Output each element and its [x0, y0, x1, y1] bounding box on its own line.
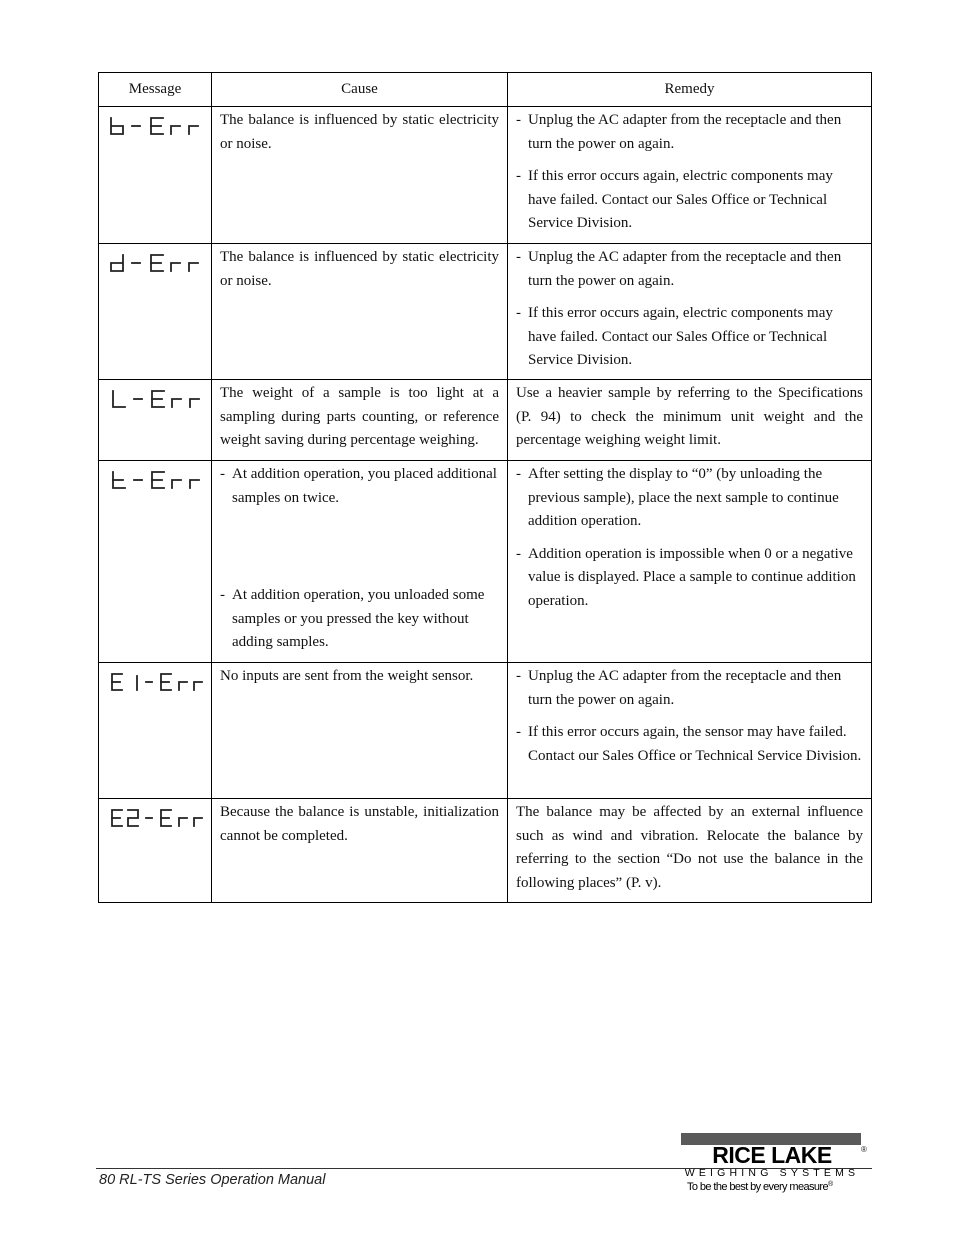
message-cell: [99, 799, 212, 903]
logo-tagline-text: To be the best by every measure: [687, 1181, 828, 1193]
segment-display-code: [108, 115, 204, 137]
cause-item: - At addition operation, you unloaded some samples or you pressed the key without adding samples.: [220, 584, 499, 655]
message-cell: [99, 107, 212, 244]
registered-mark-icon: ®: [861, 1145, 867, 1154]
remedy-item: - If this error occurs again, electric components may have failed. Contact our Sales Office or Technical Service Division.: [516, 302, 863, 373]
segment-display-code: [108, 807, 204, 829]
remedy-cell: [508, 380, 872, 461]
registered-mark-icon: ®: [828, 1181, 833, 1188]
logo-name: RICE LAKE: [712, 1142, 832, 1168]
segment-display-code: [108, 252, 204, 274]
cause-text: The weight of a sample is too light at a sampling during parts counting, or reference weight saving during percentage weighing.: [220, 385, 499, 448]
message-cell: [99, 461, 212, 663]
remedy-cell: [508, 799, 872, 903]
cause-cell: [212, 799, 508, 903]
remedy-item: - Unplug the AC adapter from the receptacle and then turn the power on again.: [516, 665, 863, 712]
cause-cell: [212, 244, 508, 380]
cause-text: No inputs are sent from the weight sensor.: [220, 668, 474, 684]
table-row: [99, 799, 872, 903]
message-cell: [99, 244, 212, 380]
remedy-cell: [508, 663, 872, 799]
cause-cell: [212, 107, 508, 244]
remedy-cell: [508, 107, 872, 244]
logo-tagline: [687, 1181, 867, 1193]
segment-display-code: [108, 469, 204, 491]
footer-page-label: 80 RL-TS Series Operation Manual: [99, 1172, 326, 1188]
remedy-item: - Addition operation is impossible when 0 or a negative value is displayed. Place a sample to continue addition operation.: [516, 543, 863, 614]
remedy-item: - If this error occurs again, the sensor may have failed. Contact our Sales Office or Technical Service Division.: [516, 721, 863, 768]
remedy-text: The balance may be affected by an external influence such as wind and vibration. Relocate the balance by referring to the section “Do not use the balance in the following places” (P. v).: [516, 804, 863, 891]
column-header-cause: Cause: [212, 73, 508, 107]
remedy-item: - If this error occurs again, electric components may have failed. Contact our Sales Office or Technical Service Division.: [516, 165, 863, 236]
table-row: [99, 663, 872, 799]
cause-item: - At addition operation, you placed additional samples on twice.: [220, 463, 499, 510]
remedy-item: - Unplug the AC adapter from the receptacle and then turn the power on again.: [516, 109, 863, 156]
cause-text: Because the balance is unstable, initialization cannot be completed.: [220, 804, 499, 844]
remedy-cell: [508, 244, 872, 380]
table-row: [99, 107, 872, 244]
column-header-remedy: Remedy: [508, 73, 872, 107]
cause-cell: [212, 461, 508, 663]
cause-cell: [212, 380, 508, 461]
remedy-item: - After setting the display to “0” (by unloading the previous sample), place the next sample to continue addition operation.: [516, 463, 863, 534]
message-cell: [99, 663, 212, 799]
segment-display-code: [108, 388, 204, 410]
rice-lake-logo: [679, 1133, 869, 1197]
table-row: [99, 380, 872, 461]
logo-subtitle: WEIGHING SYSTEMS: [684, 1167, 860, 1179]
table-row: [99, 244, 872, 380]
cause-text: The balance is influenced by static electricity or noise.: [220, 249, 499, 289]
remedy-cell: [508, 461, 872, 663]
remedy-text: Use a heavier sample by referring to the Specifications (P. 94) to check the minimum unit weight and the percentage weighing weight limit.: [516, 385, 863, 448]
segment-display-code: [108, 671, 204, 693]
error-message-table: [98, 72, 872, 903]
cause-text: The balance is influenced by static electricity or noise.: [220, 112, 499, 152]
cause-cell: [212, 663, 508, 799]
column-header-message: Message: [99, 73, 212, 107]
table-row: [99, 461, 872, 663]
remedy-item: - Unplug the AC adapter from the receptacle and then turn the power on again.: [516, 246, 863, 293]
message-cell: [99, 380, 212, 461]
table-header-row: [99, 73, 872, 107]
